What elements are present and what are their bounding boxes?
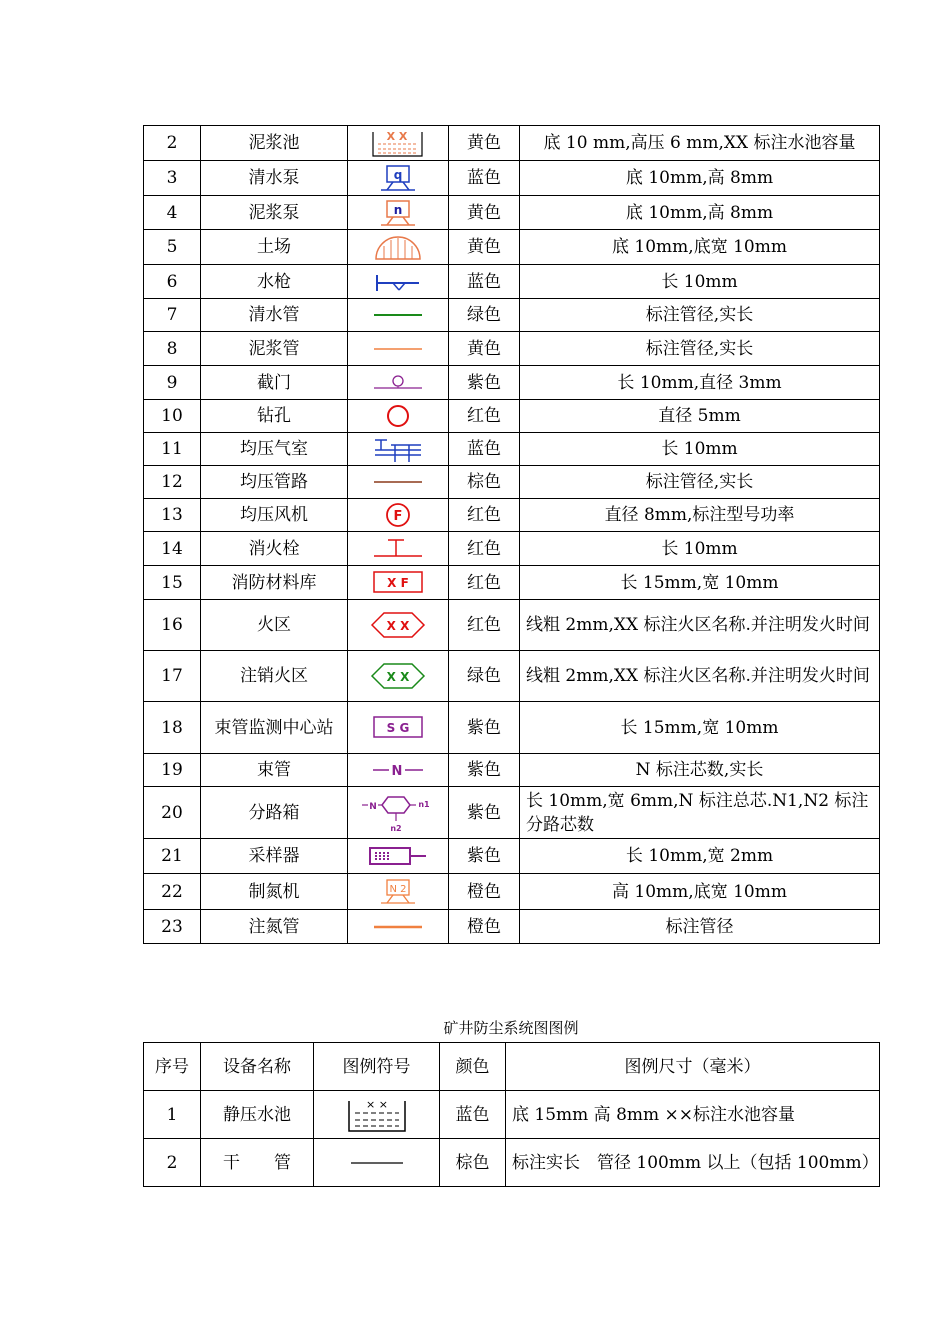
row-no: 4 — [144, 196, 201, 230]
cancelled-fire-zone-icon-label: X X — [386, 670, 410, 684]
row-symbol — [348, 754, 449, 787]
row-no: 12 — [144, 466, 201, 499]
table-row — [144, 651, 880, 702]
row-size: 直径 5mm — [520, 400, 880, 433]
water-pipe-icon — [370, 300, 426, 330]
row-name: 制氮机 — [201, 874, 348, 910]
row-no: 20 — [144, 787, 201, 839]
row-color: 蓝色 — [449, 433, 520, 466]
row-no: 14 — [144, 532, 201, 566]
gate-valve-icon — [370, 368, 426, 398]
main-pipe-icon — [347, 1153, 407, 1173]
row-symbol — [314, 1139, 440, 1187]
row-size: 长 15mm,宽 10mm — [520, 566, 880, 600]
row-symbol — [348, 366, 449, 400]
dust-table-header-row — [144, 1043, 880, 1091]
row-size: 标注管径 — [520, 910, 880, 944]
pressure-fan-icon — [373, 500, 423, 530]
row-color: 红色 — [449, 566, 520, 600]
row-color: 橙色 — [449, 910, 520, 944]
pressure-fan-icon-label: F — [393, 509, 403, 524]
row-symbol — [348, 600, 449, 651]
branch-box-icon-label: n1 — [418, 799, 430, 809]
table-row — [144, 566, 880, 600]
table-row — [144, 299, 880, 332]
row-size: N 标注芯数,实长 — [520, 754, 880, 787]
row-name: 分路箱 — [201, 787, 348, 839]
table-row — [144, 600, 880, 651]
pressure-pipe-icon — [370, 467, 426, 497]
table-row — [144, 230, 880, 265]
row-symbol — [348, 839, 449, 874]
row-symbol — [348, 874, 449, 910]
row-color: 蓝色 — [449, 265, 520, 299]
row-no: 11 — [144, 433, 201, 466]
table-row — [144, 499, 880, 532]
table-row — [144, 787, 880, 839]
borehole-icon — [373, 401, 423, 431]
static-pool-icon-label: × × — [365, 1097, 388, 1111]
dust-table-title: 矿井防尘系统图图例 — [443, 1019, 579, 1037]
row-no: 21 — [144, 839, 201, 874]
mud-pump-icon — [373, 198, 423, 228]
water-pump-icon — [373, 163, 423, 193]
row-no: 2 — [144, 126, 201, 161]
row-size: 长 10mm — [520, 433, 880, 466]
row-color: 红色 — [449, 600, 520, 651]
cancelled-fire-zone-icon — [368, 661, 428, 691]
row-name: 消防材料库 — [201, 566, 348, 600]
row-symbol — [348, 466, 449, 499]
soil-yard-icon — [372, 232, 424, 262]
table-row — [144, 366, 880, 400]
row-symbol — [348, 161, 449, 196]
row-no: 6 — [144, 265, 201, 299]
row-name: 消火栓 — [201, 532, 348, 566]
row-no: 22 — [144, 874, 201, 910]
row-symbol — [348, 702, 449, 754]
row-name: 泥浆池 — [201, 126, 348, 161]
row-symbol — [348, 910, 449, 944]
header-color: 颜色 — [440, 1043, 506, 1091]
row-color: 紫色 — [449, 754, 520, 787]
row-color: 棕色 — [440, 1139, 506, 1187]
row-color: 红色 — [449, 499, 520, 532]
tube-monitor-station-icon — [370, 713, 426, 743]
table-row — [144, 1139, 880, 1187]
row-name: 钻孔 — [201, 400, 348, 433]
row-color: 绿色 — [449, 299, 520, 332]
tube-monitor-station-icon-label: S G — [386, 720, 410, 735]
table-row — [144, 702, 880, 754]
fire-material-store-icon-label: X F — [387, 575, 409, 590]
branch-box-icon — [360, 791, 436, 835]
table-row — [144, 839, 880, 874]
row-name: 注销火区 — [201, 651, 348, 702]
row-symbol — [348, 566, 449, 600]
row-size: 底 10 mm,高压 6 mm,XX 标注水池容量 — [520, 126, 880, 161]
row-no: 15 — [144, 566, 201, 600]
row-size: 底 10mm,高 8mm — [520, 196, 880, 230]
row-name: 截门 — [201, 366, 348, 400]
row-symbol — [348, 230, 449, 265]
row-no: 19 — [144, 754, 201, 787]
water-gun-icon — [371, 267, 425, 297]
row-name: 泥浆管 — [201, 332, 348, 366]
branch-box-icon-label: N — [369, 801, 377, 812]
row-color: 蓝色 — [440, 1091, 506, 1139]
row-symbol — [348, 532, 449, 566]
row-name: 火区 — [201, 600, 348, 651]
row-name: 水枪 — [201, 265, 348, 299]
header-size: 图例尺寸（毫米） — [506, 1043, 880, 1091]
mud-pump-icon-label: n — [393, 202, 403, 217]
table-row — [144, 332, 880, 366]
table-row — [144, 466, 880, 499]
row-no: 7 — [144, 299, 201, 332]
row-color: 红色 — [449, 532, 520, 566]
row-size: 长 10mm,宽 6mm,N 标注总芯.N1,N2 标注分路芯数 — [520, 787, 880, 839]
row-size: 线粗 2mm,XX 标注火区名称.并注明发火时间 — [520, 600, 880, 651]
table-row — [144, 532, 880, 566]
row-symbol — [348, 499, 449, 532]
row-no: 5 — [144, 230, 201, 265]
row-no: 2 — [144, 1139, 201, 1187]
fire-hydrant-icon — [370, 534, 426, 564]
row-name: 束管监测中心站 — [201, 702, 348, 754]
row-size: 长 10mm,直径 3mm — [520, 366, 880, 400]
row-symbol — [348, 265, 449, 299]
legend-table-mine-fire — [143, 125, 880, 944]
nitrogen-generator-icon-label: N 2 — [389, 883, 407, 895]
table-row — [144, 910, 880, 944]
row-name: 均压管路 — [201, 466, 348, 499]
row-size: 长 10mm,宽 2mm — [520, 839, 880, 874]
row-size: 线粗 2mm,XX 标注火区名称.并注明发火时间 — [520, 651, 880, 702]
row-size: 标注实长 管径 100mm 以上（包括 100mm） — [506, 1139, 880, 1187]
nitrogen-pipe-icon — [370, 912, 426, 942]
branch-box-icon-label: n2 — [390, 823, 402, 833]
sampler-icon — [366, 841, 430, 871]
row-name: 注氮管 — [201, 910, 348, 944]
row-size: 长 15mm,宽 10mm — [520, 702, 880, 754]
row-color: 紫色 — [449, 702, 520, 754]
nitrogen-generator-icon — [373, 877, 423, 907]
row-size: 底 15mm 高 8mm ××标注水池容量 — [506, 1091, 880, 1139]
pressure-chamber-icon — [371, 434, 425, 464]
bundle-tube-icon — [369, 755, 427, 785]
water-pump-icon-label: q — [393, 168, 403, 182]
row-size: 高 10mm,底宽 10mm — [520, 874, 880, 910]
table-row — [144, 265, 880, 299]
row-color: 黄色 — [449, 230, 520, 265]
row-color: 蓝色 — [449, 161, 520, 196]
row-name: 均压气室 — [201, 433, 348, 466]
row-no: 10 — [144, 400, 201, 433]
row-symbol — [348, 651, 449, 702]
row-color: 紫色 — [449, 787, 520, 839]
row-name: 土场 — [201, 230, 348, 265]
table-row — [144, 400, 880, 433]
mud-pipe-icon — [370, 334, 426, 364]
row-symbol — [348, 332, 449, 366]
row-symbol — [348, 787, 449, 839]
row-no: 1 — [144, 1091, 201, 1139]
row-symbol — [348, 299, 449, 332]
row-name: 采样器 — [201, 839, 348, 874]
row-symbol — [348, 433, 449, 466]
row-size: 底 10mm,底宽 10mm — [520, 230, 880, 265]
row-name: 清水泵 — [201, 161, 348, 196]
row-symbol — [348, 400, 449, 433]
row-symbol — [348, 196, 449, 230]
header-no: 序号 — [144, 1043, 201, 1091]
header-name: 设备名称 — [201, 1043, 314, 1091]
row-size: 标注管径,实长 — [520, 299, 880, 332]
row-color: 黄色 — [449, 126, 520, 161]
table-row — [144, 754, 880, 787]
row-color: 黄色 — [449, 332, 520, 366]
row-size: 标注管径,实长 — [520, 466, 880, 499]
row-no: 9 — [144, 366, 201, 400]
row-name: 均压风机 — [201, 499, 348, 532]
row-color: 橙色 — [449, 874, 520, 910]
table-row — [144, 433, 880, 466]
row-no: 3 — [144, 161, 201, 196]
mud-pool-icon-label: X X — [386, 130, 408, 143]
fire-zone-icon — [368, 610, 428, 640]
row-symbol — [348, 126, 449, 161]
row-size: 底 10mm,高 8mm — [520, 161, 880, 196]
legend-table-dust-system — [143, 1042, 880, 1187]
row-no: 13 — [144, 499, 201, 532]
row-name: 清水管 — [201, 299, 348, 332]
table-row — [144, 874, 880, 910]
fire-zone-icon-label: X X — [386, 619, 410, 633]
table-row — [144, 196, 880, 230]
row-no: 23 — [144, 910, 201, 944]
table-row — [144, 161, 880, 196]
row-color: 红色 — [449, 400, 520, 433]
static-pool-icon — [347, 1095, 407, 1135]
row-size: 标注管径,实长 — [520, 332, 880, 366]
row-color: 绿色 — [449, 651, 520, 702]
row-no: 17 — [144, 651, 201, 702]
row-no: 18 — [144, 702, 201, 754]
table-row — [144, 126, 880, 161]
row-symbol — [314, 1091, 440, 1139]
row-name: 泥浆泵 — [201, 196, 348, 230]
row-color: 黄色 — [449, 196, 520, 230]
row-name: 干 管 — [201, 1139, 314, 1187]
row-name: 静压水池 — [201, 1091, 314, 1139]
header-symbol: 图例符号 — [314, 1043, 440, 1091]
row-size: 长 10mm — [520, 532, 880, 566]
row-color: 紫色 — [449, 839, 520, 874]
row-size: 直径 8mm,标注型号功率 — [520, 499, 880, 532]
row-name: 束管 — [201, 754, 348, 787]
row-color: 紫色 — [449, 366, 520, 400]
fire-material-store-icon — [370, 568, 426, 598]
bundle-tube-icon-label: N — [391, 764, 403, 779]
row-color: 棕色 — [449, 466, 520, 499]
row-no: 16 — [144, 600, 201, 651]
row-size: 长 10mm — [520, 265, 880, 299]
row-no: 8 — [144, 332, 201, 366]
mud-pool-icon — [370, 128, 426, 158]
table-row — [144, 1091, 880, 1139]
